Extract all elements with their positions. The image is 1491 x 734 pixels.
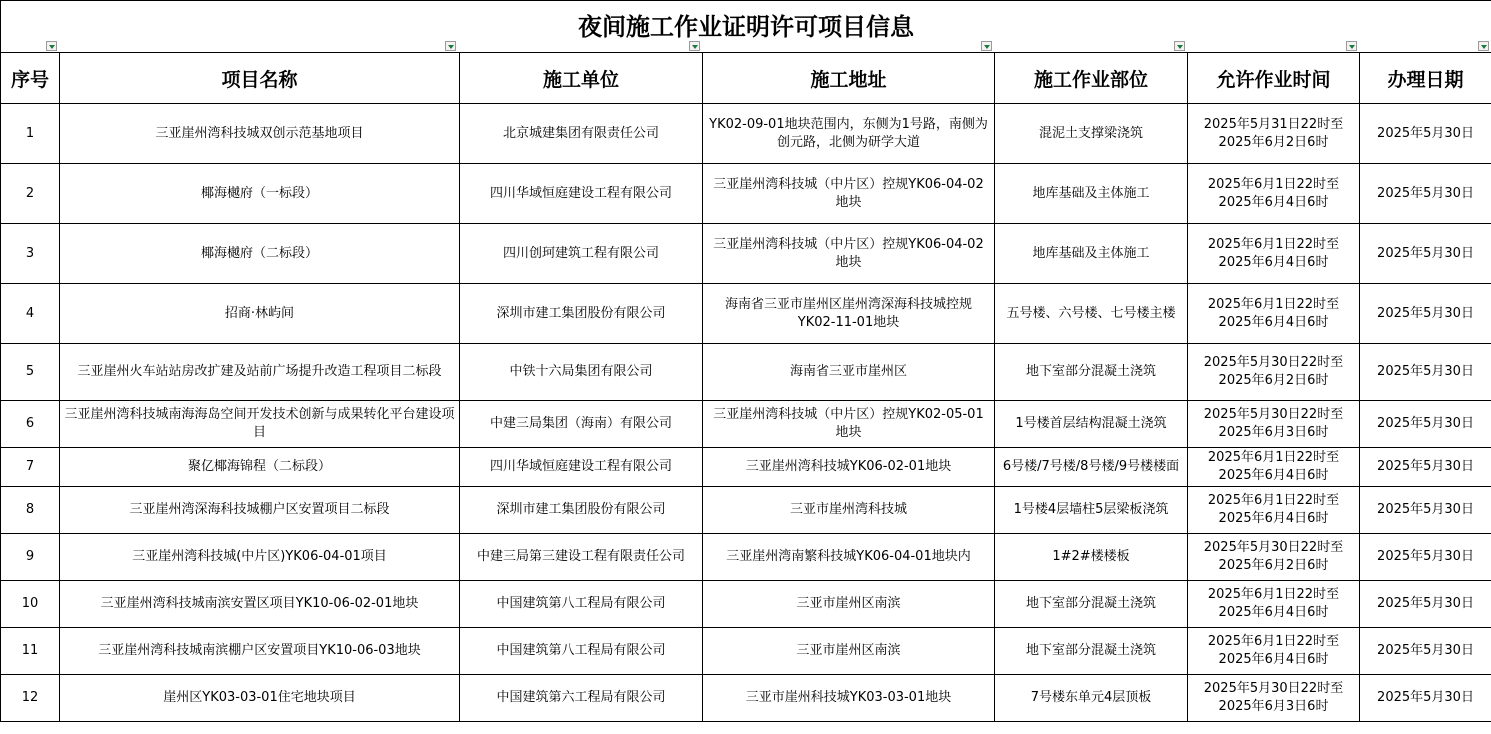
cell-no: 6 <box>1 401 60 448</box>
cell-address: 三亚崖州湾科技城（中片区）控规YK06-04-02地块 <box>703 224 995 284</box>
time-end: 2025年6月4日6时 <box>1218 511 1329 526</box>
cell-unit: 中铁十六局集团有限公司 <box>460 344 703 401</box>
cell-name: 三亚崖州湾科技城南滨棚户区安置项目YK10-06-03地块 <box>60 628 460 675</box>
cell-date: 2025年5月30日 <box>1360 164 1491 224</box>
cell-unit: 深圳市建工集团股份有限公司 <box>460 284 703 344</box>
time-end: 2025年6月4日6时 <box>1218 468 1329 483</box>
time-start: 2025年5月31日22时至 <box>1203 116 1344 132</box>
cell-part: 地下室部分混凝土浇筑 <box>995 628 1188 675</box>
cell-address: 三亚崖州湾科技城（中片区）控规YK06-04-02地块 <box>703 164 995 224</box>
cell-address: 三亚崖州湾南繁科技城YK06-04-01地块内 <box>703 534 995 581</box>
table-row <box>1 164 1491 224</box>
table-row <box>1 628 1491 675</box>
time-end: 2025年6月2日6时 <box>1218 558 1329 573</box>
time-end: 2025年6月4日6时 <box>1218 194 1329 210</box>
cell-date: 2025年5月30日 <box>1360 104 1491 164</box>
cell-part: 1号楼首层结构混凝土浇筑 <box>995 401 1188 448</box>
cell-no: 9 <box>1 534 60 581</box>
cell-name: 三亚崖州湾科技城南海海岛空间开发技术创新与成果转化平台建设项目 <box>60 401 460 448</box>
cell-address: 海南省三亚市崖州区崖州湾深海科技城控规YK02-11-01地块 <box>703 284 995 344</box>
filter-dropdown-icon[interactable] <box>1174 41 1185 51</box>
cell-address: 三亚崖州湾科技城YK06-02-01地块 <box>703 448 995 487</box>
cell-time <box>1188 401 1360 448</box>
filter-dropdown-icon[interactable] <box>1346 41 1357 51</box>
cell-time <box>1188 487 1360 534</box>
table-row <box>1 448 1491 487</box>
cell-part: 地下室部分混凝土浇筑 <box>995 344 1188 401</box>
cell-date: 2025年5月30日 <box>1360 448 1491 487</box>
cell-no: 11 <box>1 628 60 675</box>
header-cell-name: 项目名称 <box>60 53 460 104</box>
cell-name: 三亚崖州湾科技城双创示范基地项目 <box>60 104 460 164</box>
cell-no: 1 <box>1 104 60 164</box>
cell-unit: 中建三局集团（海南）有限公司 <box>460 401 703 448</box>
filter-dropdown-icon[interactable] <box>445 41 456 51</box>
time-end: 2025年6月4日6时 <box>1218 652 1329 667</box>
header-cell-no: 序号 <box>1 53 60 104</box>
time-end: 2025年6月4日6时 <box>1218 314 1329 330</box>
cell-no: 5 <box>1 344 60 401</box>
time-start: 2025年6月1日22时至 <box>1207 296 1340 312</box>
time-start: 2025年5月30日22时至 <box>1203 540 1344 555</box>
cell-unit: 中国建筑第六工程局有限公司 <box>460 675 703 722</box>
time-start: 2025年5月30日22时至 <box>1203 681 1344 696</box>
cell-date: 2025年5月30日 <box>1360 344 1491 401</box>
cell-no: 3 <box>1 224 60 284</box>
cell-date: 2025年5月30日 <box>1360 224 1491 284</box>
cell-time <box>1188 581 1360 628</box>
header-cell-time: 允许作业时间 <box>1188 53 1360 104</box>
cell-address: 三亚市崖州区南滨 <box>703 628 995 675</box>
cell-time <box>1188 104 1360 164</box>
time-start: 2025年6月1日22时至 <box>1207 236 1340 252</box>
cell-unit: 四川华域恒庭建设工程有限公司 <box>460 164 703 224</box>
cell-name: 三亚崖州火车站站房改扩建及站前广场提升改造工程项目二标段 <box>60 344 460 401</box>
cell-time <box>1188 284 1360 344</box>
table-title-cell <box>1 1 1491 53</box>
cell-part: 6号楼/7号楼/8号楼/9号楼楼面 <box>995 448 1188 487</box>
cell-time <box>1188 224 1360 284</box>
time-end: 2025年6月2日6时 <box>1218 373 1329 388</box>
cell-unit: 中建三局第三建设工程有限责任公司 <box>460 534 703 581</box>
cell-part: 地库基础及主体施工 <box>995 224 1188 284</box>
cell-no: 12 <box>1 675 60 722</box>
header-cell-unit: 施工单位 <box>460 53 703 104</box>
cell-date: 2025年5月30日 <box>1360 534 1491 581</box>
cell-part: 混泥土支撑梁浇筑 <box>995 104 1188 164</box>
cell-address: 三亚市崖州科技城YK03-03-01地块 <box>703 675 995 722</box>
cell-date: 2025年5月30日 <box>1360 675 1491 722</box>
cell-date: 2025年5月30日 <box>1360 487 1491 534</box>
filter-row <box>1 40 1491 52</box>
cell-date: 2025年5月30日 <box>1360 628 1491 675</box>
cell-part: 地库基础及主体施工 <box>995 164 1188 224</box>
cell-time <box>1188 534 1360 581</box>
time-end: 2025年6月3日6时 <box>1218 425 1329 440</box>
time-end: 2025年6月2日6时 <box>1218 134 1329 150</box>
cell-part: 7号楼东单元4层顶板 <box>995 675 1188 722</box>
header-cell-address: 施工地址 <box>703 53 995 104</box>
cell-address: 海南省三亚市崖州区 <box>703 344 995 401</box>
cell-time <box>1188 675 1360 722</box>
cell-no: 7 <box>1 448 60 487</box>
cell-part: 地下室部分混凝土浇筑 <box>995 581 1188 628</box>
filter-dropdown-icon[interactable] <box>981 41 992 51</box>
cell-unit: 四川创珂建筑工程有限公司 <box>460 224 703 284</box>
cell-date: 2025年5月30日 <box>1360 284 1491 344</box>
cell-date: 2025年5月30日 <box>1360 401 1491 448</box>
time-start: 2025年6月1日22时至 <box>1207 450 1340 465</box>
page-title: 夜间施工作业证明许可项目信息 <box>578 12 914 41</box>
cell-part: 1#2#楼楼板 <box>995 534 1188 581</box>
cell-address: YK02-09-01地块范围内，东侧为1号路，南侧为创元路，北侧为研学大道 <box>703 104 995 164</box>
filter-dropdown-icon[interactable] <box>46 41 57 51</box>
time-start: 2025年5月30日22时至 <box>1203 407 1344 422</box>
time-start: 2025年6月1日22时至 <box>1207 493 1340 508</box>
cell-time <box>1188 164 1360 224</box>
cell-name: 三亚崖州湾科技城(中片区)YK06-04-01项目 <box>60 534 460 581</box>
cell-name: 椰海樾府（二标段） <box>60 224 460 284</box>
table-row <box>1 104 1491 164</box>
cell-address: 三亚崖州湾科技城（中片区）控规YK02-05-01地块 <box>703 401 995 448</box>
filter-dropdown-icon[interactable] <box>689 41 700 51</box>
header-row <box>1 53 1491 104</box>
table-row <box>1 581 1491 628</box>
cell-no: 4 <box>1 284 60 344</box>
cell-name: 招商·林屿间 <box>60 284 460 344</box>
cell-unit: 深圳市建工集团股份有限公司 <box>460 487 703 534</box>
header-cell-part: 施工作业部位 <box>995 53 1188 104</box>
table-row <box>1 487 1491 534</box>
cell-name: 椰海樾府（一标段） <box>60 164 460 224</box>
filter-dropdown-icon[interactable] <box>1478 41 1489 51</box>
time-start: 2025年6月1日22时至 <box>1207 176 1340 192</box>
cell-time <box>1188 344 1360 401</box>
time-start: 2025年5月30日22时至 <box>1203 355 1344 370</box>
cell-address: 三亚市崖州湾科技城 <box>703 487 995 534</box>
cell-no: 8 <box>1 487 60 534</box>
table-row <box>1 675 1491 722</box>
time-start: 2025年6月1日22时至 <box>1207 587 1340 602</box>
time-end: 2025年6月4日6时 <box>1218 254 1329 270</box>
cell-part: 1号楼4层墙柱5层梁板浇筑 <box>995 487 1188 534</box>
cell-unit: 中国建筑第八工程局有限公司 <box>460 581 703 628</box>
cell-name: 三亚崖州湾深海科技城棚户区安置项目二标段 <box>60 487 460 534</box>
time-start: 2025年6月1日22时至 <box>1207 634 1340 649</box>
table-row <box>1 344 1491 401</box>
table-row <box>1 284 1491 344</box>
time-end: 2025年6月4日6时 <box>1218 605 1329 620</box>
cell-address: 三亚市崖州区南滨 <box>703 581 995 628</box>
time-end: 2025年6月3日6时 <box>1218 699 1329 714</box>
cell-name: 崖州区YK03-03-01住宅地块项目 <box>60 675 460 722</box>
cell-unit: 北京城建集团有限责任公司 <box>460 104 703 164</box>
table-row <box>1 401 1491 448</box>
cell-date: 2025年5月30日 <box>1360 581 1491 628</box>
cell-name: 三亚崖州湾科技城南滨安置区项目YK10-06-02-01地块 <box>60 581 460 628</box>
table-row <box>1 224 1491 284</box>
cell-time <box>1188 628 1360 675</box>
header-cell-date: 办理日期 <box>1360 53 1491 104</box>
cell-part: 五号楼、六号楼、七号楼主楼 <box>995 284 1188 344</box>
cell-no: 2 <box>1 164 60 224</box>
cell-unit: 四川华域恒庭建设工程有限公司 <box>460 448 703 487</box>
cell-unit: 中国建筑第八工程局有限公司 <box>460 628 703 675</box>
cell-name: 聚亿椰海锦程（二标段） <box>60 448 460 487</box>
cell-no: 10 <box>1 581 60 628</box>
table-row <box>1 534 1491 581</box>
cell-time <box>1188 448 1360 487</box>
